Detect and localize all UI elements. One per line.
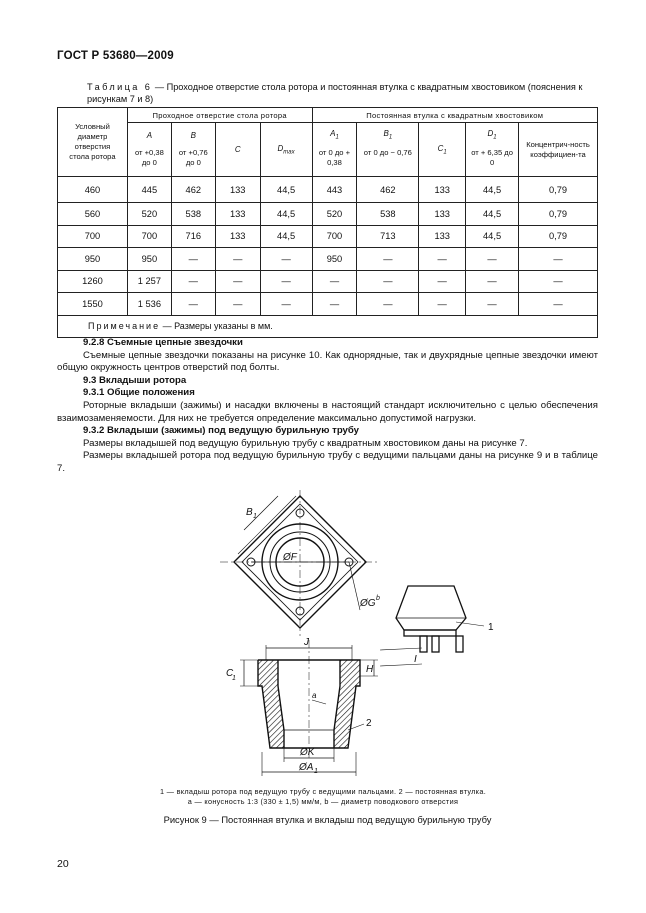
table-caption bbox=[87, 81, 595, 105]
sub-header-D1: $D_1$ bbox=[466, 123, 519, 148]
tol-A: от +0,38 до 0 bbox=[127, 148, 171, 177]
tol-D1: от + 6,35 до 0 bbox=[466, 148, 519, 177]
legend-line-2: a — конусность 1:3 (330 ± 1,5) мм/м, b — диаметр поводкового отверстия bbox=[187, 797, 459, 806]
section-heading: 9.3 Вкладыши ротора bbox=[83, 374, 187, 386]
table-row: 950 950 — — — 950 — — — — bbox=[58, 248, 598, 271]
document-header: ГОСТ Р 53680—2009 bbox=[57, 50, 174, 62]
tol-B: от +0,76 до 0 bbox=[171, 148, 215, 177]
sub-header-B: B bbox=[171, 123, 215, 148]
figure-legend bbox=[118, 787, 528, 807]
svg-text:2: 2 bbox=[366, 718, 372, 729]
table-row: 560 520 538 133 44,5 520 538 133 44,5 0,79 bbox=[58, 203, 598, 226]
svg-text:ØK: ØK bbox=[300, 747, 315, 758]
paragraph: Съемные цепные звездочки показаны на рисунке 10. Как однорядные, так и двухрядные цепные звездочки имеют общую окружность центров отверстий под болты. bbox=[57, 349, 598, 374]
table-row: 1550 1 536 — — — — — — — — bbox=[58, 293, 598, 316]
svg-text:ØF: ØF bbox=[283, 552, 297, 563]
group-header-bushing: Постоянная втулка с квадратным хвостовиком bbox=[312, 108, 597, 123]
sub-header-C1: $C_1$ bbox=[419, 123, 466, 177]
sub-header-C: C bbox=[215, 123, 260, 177]
paragraph: Размеры вкладышей ротора под ведущую бурильную трубу с ведущими пальцами даны на рисунке 9 и в таблице 7. bbox=[57, 450, 598, 474]
table-row: 1260 1 257 — — — — — — — — bbox=[58, 270, 598, 293]
svg-text:1: 1 bbox=[488, 622, 494, 633]
table-row: 700 700 716 133 44,5 700 713 133 44,5 0,79 bbox=[58, 225, 598, 248]
svg-text:B: B bbox=[246, 507, 253, 518]
sub-header-B1: $B_1$ bbox=[357, 123, 419, 148]
body-text bbox=[57, 337, 598, 476]
svg-text:I: I bbox=[414, 654, 417, 665]
sub-header-Dmax: $D_{max}$ bbox=[260, 123, 312, 177]
top-view-flange bbox=[220, 490, 380, 636]
figure-caption: Рисунок 9 — Постоянная втулка и вкладыш под ведущую бурильную трубу bbox=[163, 814, 492, 825]
svg-text:1: 1 bbox=[314, 768, 318, 775]
legend-line-1: 1 — вкладыш ротора под ведущую трубу с ведущими пальцами. 2 — постоянная втулка. bbox=[159, 787, 487, 796]
svg-text:1: 1 bbox=[232, 675, 236, 682]
table-caption-label: Таблица 6 bbox=[87, 82, 153, 92]
svg-text:b: b bbox=[376, 595, 380, 602]
page-number: 20 bbox=[57, 858, 69, 870]
svg-text:C: C bbox=[226, 668, 234, 679]
col-header-diameter: Условный диаметр отверстия стола ротора bbox=[58, 108, 128, 177]
section-heading: 9.3.2 Вкладыши (зажимы) под ведущую бурильную трубу bbox=[83, 425, 360, 437]
table-note: Примечание — Размеры указаны в мм. bbox=[58, 315, 598, 337]
tol-A1: от 0 до + 0,38 bbox=[312, 148, 357, 177]
sub-header-A1: $A_1$ bbox=[312, 123, 357, 148]
sub-header-concentricity: Концентрич-ность коэффициен-та bbox=[519, 123, 598, 177]
svg-text:J: J bbox=[304, 637, 309, 648]
svg-text:a: a bbox=[312, 691, 317, 700]
paragraph: Размеры вкладышей под ведущую бурильную трубу с квадратным хвостовиком даны на рисунке 7. bbox=[83, 437, 528, 449]
table-caption-text: — Проходное отверстие стола ротора и постоянная втулка с квадратным хвостовиком (пояснения к рисункам 7 и 8) bbox=[87, 82, 583, 104]
svg-text:ØA: ØA bbox=[299, 762, 314, 773]
insert-view bbox=[380, 586, 484, 666]
table-6 bbox=[57, 107, 598, 338]
paragraph: Роторные вкладыши (зажимы) и насадки включены в настоящий стандарт исключительно с целью обеспечения взаимозаменяемости. Для них не требуется определение максимально допустимой нагрузки. bbox=[57, 399, 598, 424]
figure-labels bbox=[226, 507, 494, 775]
section-heading: 9.3.1 Общие положения bbox=[83, 387, 195, 399]
svg-text:H: H bbox=[366, 664, 374, 675]
tol-B1: от 0 до − 0,76 bbox=[357, 148, 419, 177]
svg-text:1: 1 bbox=[253, 513, 257, 520]
table-row: 460 445 462 133 44,5 443 462 133 44,5 0,79 bbox=[58, 177, 598, 203]
figure-9-drawing bbox=[200, 490, 500, 785]
section-heading: 9.2.8 Съемные цепные звездочки bbox=[83, 337, 243, 348]
svg-text:ØG: ØG bbox=[360, 598, 376, 609]
group-header-rotor: Проходное отверстие стола ротора bbox=[127, 108, 312, 123]
sub-header-A: A bbox=[127, 123, 171, 148]
